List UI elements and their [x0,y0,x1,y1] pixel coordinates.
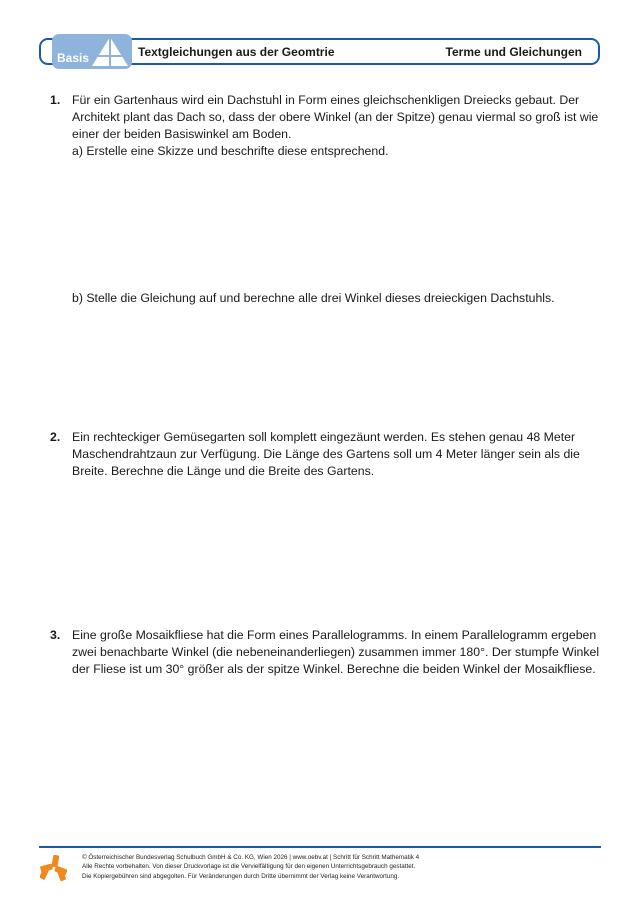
task-number: 2. [50,430,61,444]
footer-line: Die Kopiergebühren sind abgegolten. Für Veränderungen durch Dritte übernimmt der Verlag keine Verantwortung. [82,872,400,880]
footer-line: © Österreichischer Bundesverlag Schulbuch GmbH & Co. KG, Wien 2026 | www.oebv.at | Schritt für Schritt Mathematik 4 [82,854,420,861]
task-2 [50,429,610,480]
task-text-line: Breite. Berechne die Länge und die Breite des Gartens. [72,464,375,478]
footer-copyright [82,853,419,881]
footer-line: Alle Rechte vorbehalten. Von dieser Druckvorlage ist die Vervielfältigung für den eigenen Unterrichtsgebrauch gestattet. [82,863,416,871]
worksheet-title: Textgleichungen aus der Geomtrie [138,45,335,59]
task-part-a: a) Erstelle eine Skizze und beschrifte diese entsprechend. [72,144,389,158]
worksheet-topic: Terme und Gleichungen [445,45,582,59]
footer-divider [39,846,601,848]
task-text-line: Ein rechteckiger Gemüsegarten soll komplett eingezäunt werden. Es stehen genau 48 Meter [72,430,576,444]
task-text-line: der Fliese ist um 30° größer als der spitze Winkel. Berechne die beiden Winkel der Mosaikfliese. [72,662,596,676]
basis-badge [52,34,132,69]
publisher-logo-icon [40,854,68,884]
task-1 [50,92,610,160]
task-text-line: Eine große Mosaikfliese hat die Form eines Parallelogramms. In einem Parallelogramm ergeben [72,628,597,642]
task-number: 3. [50,628,61,642]
task-number: 1. [50,93,61,107]
badge-label: Basis [57,51,90,65]
task-text-line: zwei benachbarte Winkel (die nebeneinanderliegen) zusammen immer 180°. Der stumpfe Winkel [72,645,600,659]
task-3 [50,627,610,678]
task-text-line: Für ein Gartenhaus wird ein Dachstuhl in Form eines gleichschenkligen Dreiecks gebaut. Der [72,93,580,107]
task-text-line: Architekt plant das Dach so, dass der obere Winkel (an der Spitze) genau viermal so groß ist wie [72,110,599,124]
task-text-line: Maschendrahtzaun zur Verfügung. Die Länge des Gartens soll um 4 Meter länger sein als die [72,447,580,461]
task-text-line: einer der beiden Basiswinkel am Boden. [72,127,292,141]
task-1-part-b: b) Stelle die Gleichung auf und berechne alle drei Winkel dieses dreieckigen Dachstuhls. [72,291,555,305]
